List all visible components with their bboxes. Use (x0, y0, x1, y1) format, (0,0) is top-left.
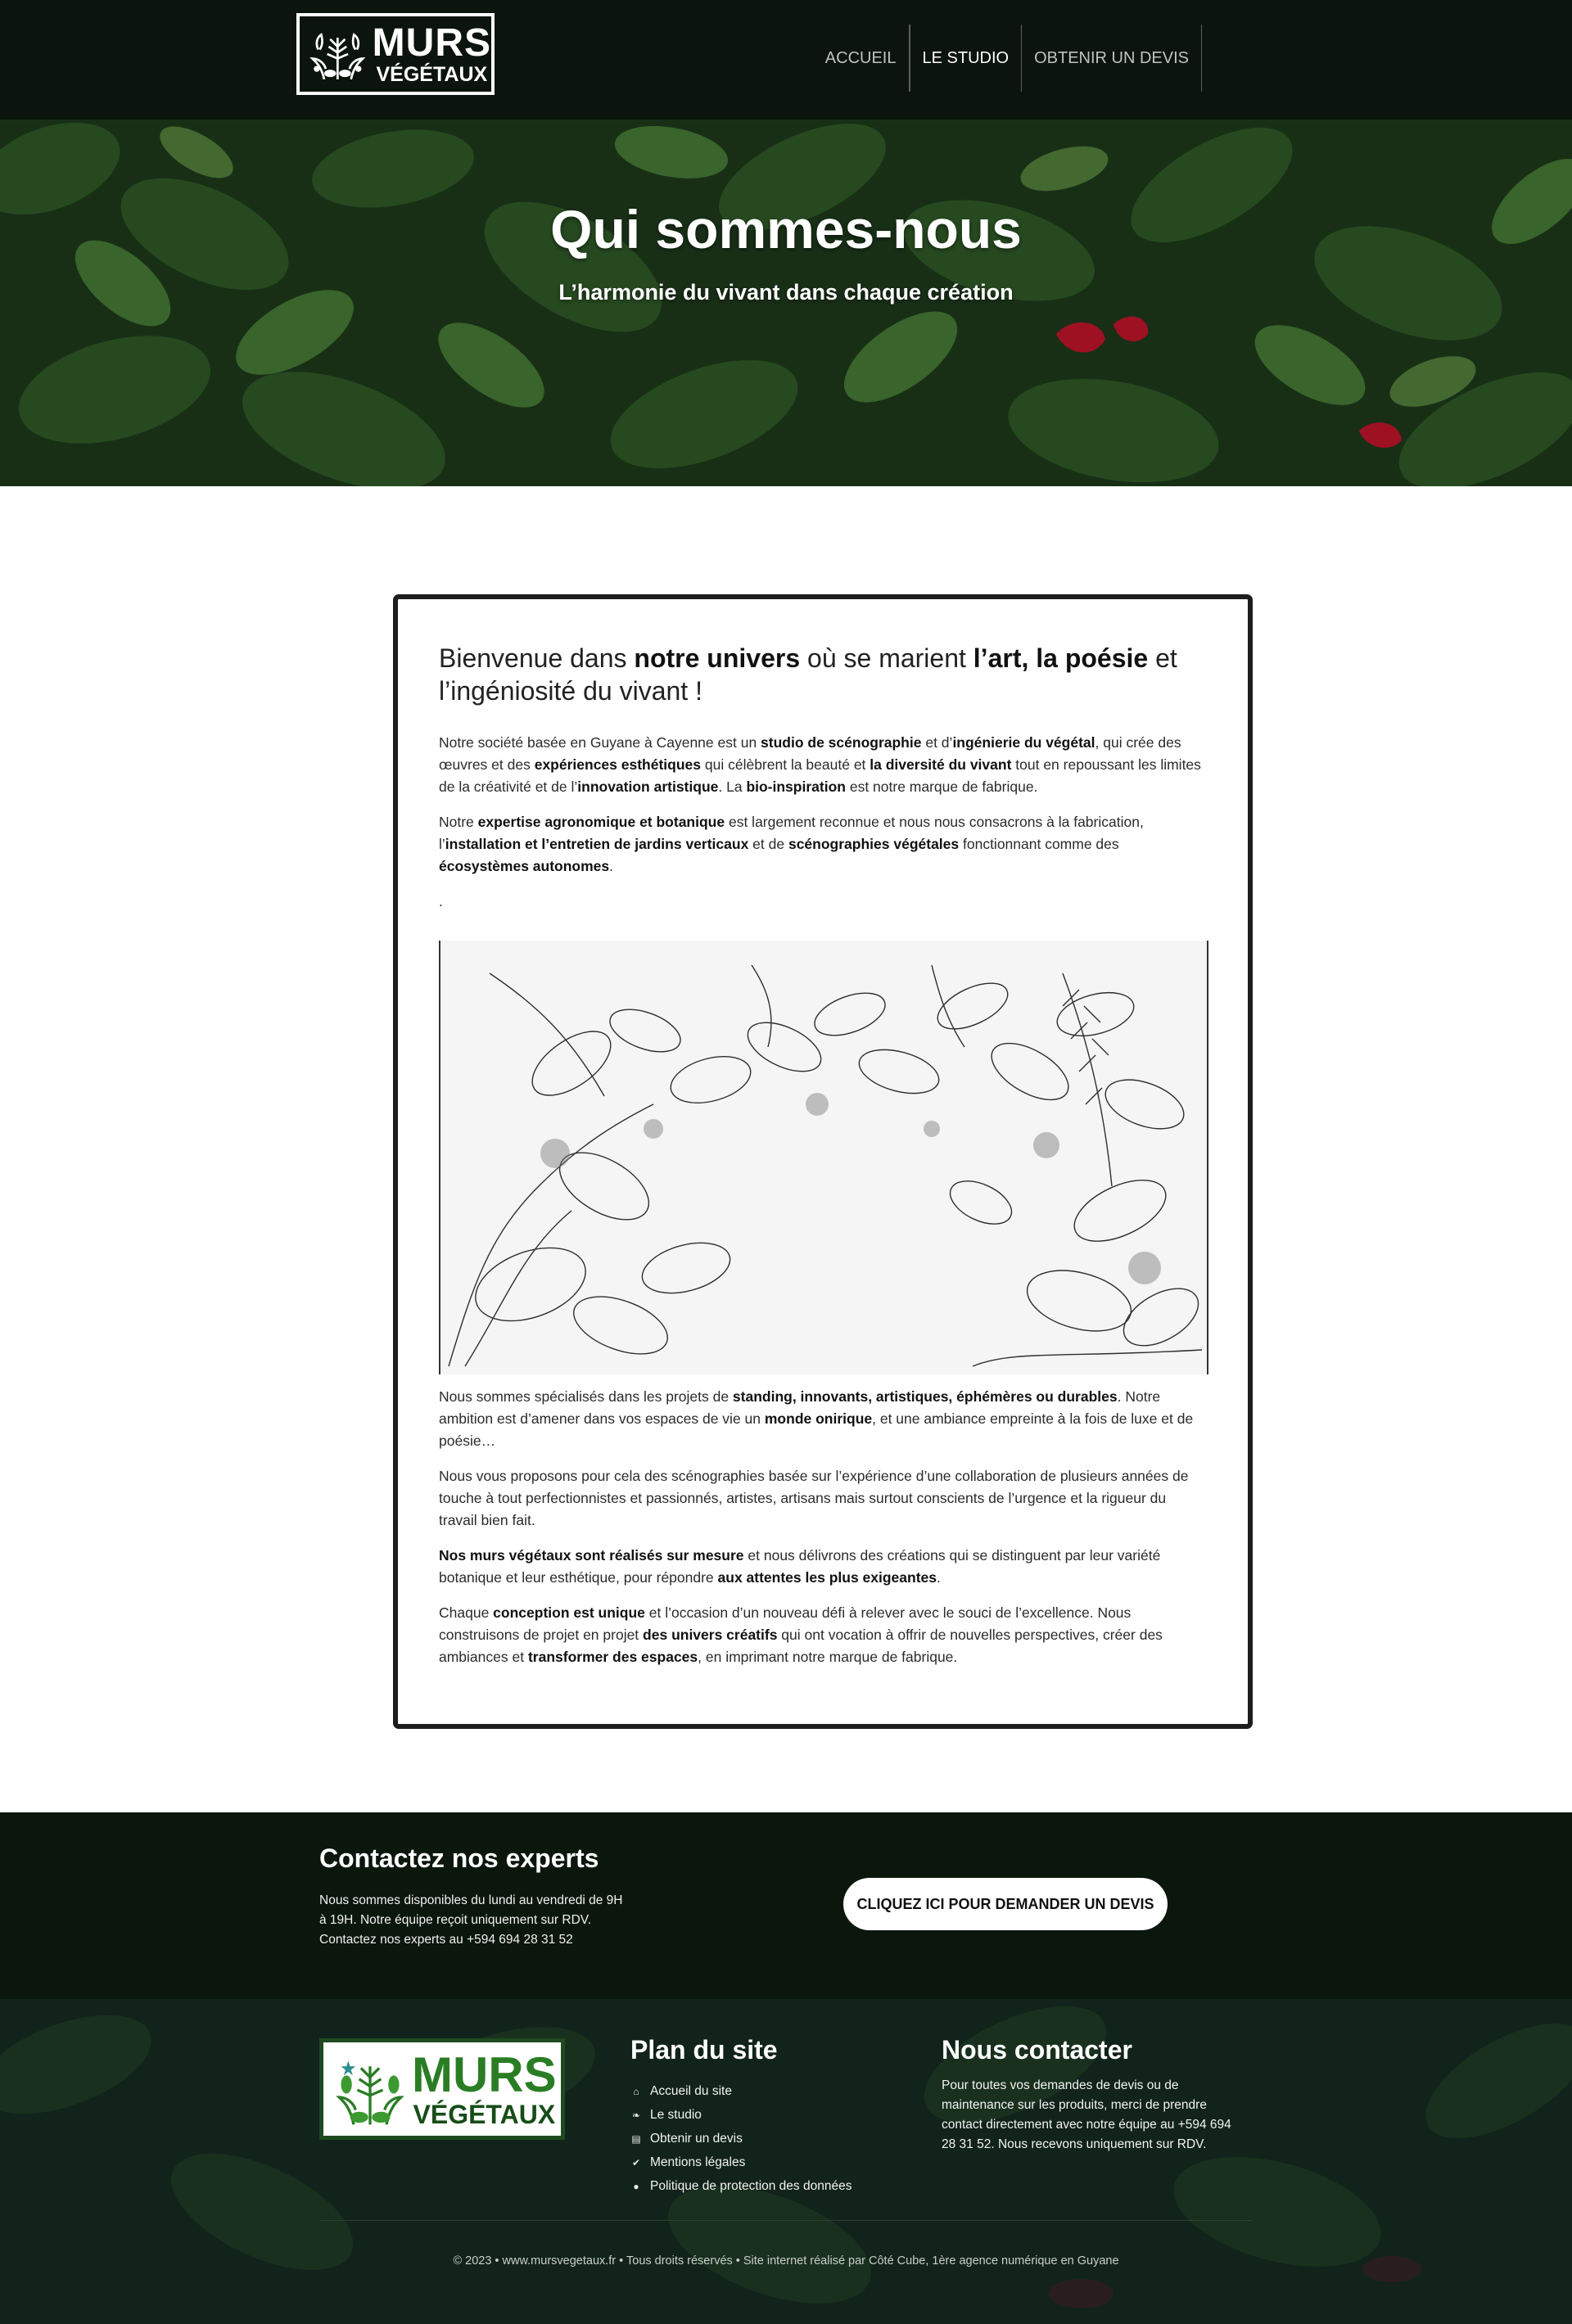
sitemap-link-studio[interactable] (630, 2103, 852, 2127)
paragraph-speciality: Nous sommes spécialisés dans les projets de standing, innovants, artistiques, éphémères ou durables. Notre ambition est d’amener dans vos espaces de vie un monde onirique, et une ambiance empreinte à la fois de luxe et de poésie… (439, 1388, 1194, 1449)
botanical-illustration (439, 941, 1208, 1374)
contact-band (0, 1812, 1572, 1999)
contact-band-title: Contactez nos experts (319, 1843, 599, 1873)
copyright: © 2023 • www.mursvegetaux.fr • Tous droits réservés • Site internet réalisé par Côté Cube, 1ère agence numérique en Guyane (453, 2254, 1119, 2268)
sitemap-link-home[interactable] (630, 2079, 852, 2103)
header-logo[interactable] (296, 13, 495, 95)
sitemap-title: Plan du site (630, 2035, 778, 2065)
logo-subtitle: VÉGÉTAUX (376, 62, 488, 86)
nav-item-accueil[interactable]: ACCUEIL (813, 25, 910, 92)
check-icon: ✔ (631, 2156, 641, 2168)
page-title: Qui sommes-nous (550, 199, 1022, 259)
sitemap-link-label: Accueil du site (650, 2083, 732, 2098)
paragraph-custom: Nos murs végétaux sont réalisés sur mesure et nous délivrons des créations qui se distinguent par leur variété botanique et leur esthétique, pour répondre aux attentes les plus exigeantes. (439, 1547, 1161, 1586)
paragraph-proposal: Nous vous proposons pour cela des scénographies basée sur l’expérience d’une collaboration de plusieurs années de touche à tout perfectionnistes et passionnés, artistes, artisans mais surtout conscients de l’urgence et la rigueur du travail bien fait. (439, 1468, 1189, 1528)
document-icon: ▤ (631, 2132, 641, 2145)
intro-heading: Bienvenue dans notre univers où se marient l’art, la poésie et l’ingéniosité du vivant ! (439, 643, 1177, 706)
hero-banner (0, 120, 1572, 486)
page-subtitle: L’harmonie du vivant dans chaque création (558, 280, 1014, 305)
about-card (393, 594, 1253, 1729)
paragraph-expertise: Notre expertise agronomique et botanique est largement reconnue et nous nous consacrons à la fabrication, l’installation et l’entretien de jardins verticaux et de scénographies végétales fonctionnant comme des écosystèmes autonomes. (439, 814, 1144, 874)
nav-item-le-studio[interactable]: LE STUDIO (910, 25, 1023, 92)
users-icon: ● (633, 2180, 639, 2192)
logo-title: MURS (372, 20, 491, 65)
contact-title: Nous contacter (942, 2035, 1132, 2065)
plant-logo-color-icon (333, 2048, 407, 2130)
footer-logo[interactable] (319, 2038, 565, 2140)
main-nav (813, 25, 1202, 92)
paragraph-dot: . (439, 893, 443, 909)
footer-logo-title: MURS (412, 2047, 557, 2102)
sitemap-link-privacy[interactable] (630, 2174, 852, 2198)
footer-divider (319, 2220, 1253, 2221)
contact-text: Pour toutes vos demandes de devis ou de maintenance sur les produits, merci de prendre contact directement avec notre équipe au +594 694 28 31 52. Nous recevons uniquement sur RDV. (942, 2078, 1231, 2151)
sitemap-link-label: Obtenir un devis (650, 2131, 743, 2146)
plant-logo-icon (308, 23, 368, 85)
footer (0, 1999, 1572, 2324)
sitemap-link-quote[interactable] (630, 2127, 852, 2150)
nav-item-obtenir-un-devis[interactable]: OBTENIR UN DEVIS (1022, 25, 1202, 92)
paragraph-intro: Notre société basée en Guyane à Cayenne est un studio de scénographie et d’ingénierie du végétal, qui crée des œuvres et des expériences esthétiques qui célèbrent la beauté et la diversité du vivant tout en repoussant les limites de la créativité et de l’innovation artistique. La bio-inspiration est notre marque de fabrique. (439, 734, 1201, 795)
leaf-icon: ❧ (631, 2109, 641, 2121)
top-bar (0, 0, 1572, 120)
request-quote-button[interactable]: CLIQUEZ ICI POUR DEMANDER UN DEVIS (843, 1878, 1168, 1930)
botanical-sketch-image (440, 941, 1207, 1374)
sitemap-link-label: Politique de protection des données (650, 2178, 852, 2193)
sitemap-link-legal[interactable] (630, 2150, 852, 2174)
contact-band-text: Nous sommes disponibles du lundi au vendredi de 9H à 19H. Notre équipe reçoit uniquement sur RDV. Contactez nos experts au +594 694 28 31 52 (319, 1893, 623, 1947)
sitemap-list (630, 2079, 852, 2198)
home-icon: ⌂ (633, 2085, 639, 2097)
footer-logo-subtitle: VÉGÉTAUX (413, 2100, 556, 2129)
sitemap-link-label: Le studio (650, 2107, 702, 2122)
sitemap-link-label: Mentions légales (650, 2155, 746, 2169)
paragraph-unique: Chaque conception est unique et l’occasion d’un nouveau défi à relever avec le souci de l’excellence. Nous construisons de projet en projet des univers créatifs qui ont vocation à offrir de nouvelles perspectives, créer des ambiances et transformer des espaces, en imprimant notre marque de fabrique. (439, 1604, 1163, 1665)
